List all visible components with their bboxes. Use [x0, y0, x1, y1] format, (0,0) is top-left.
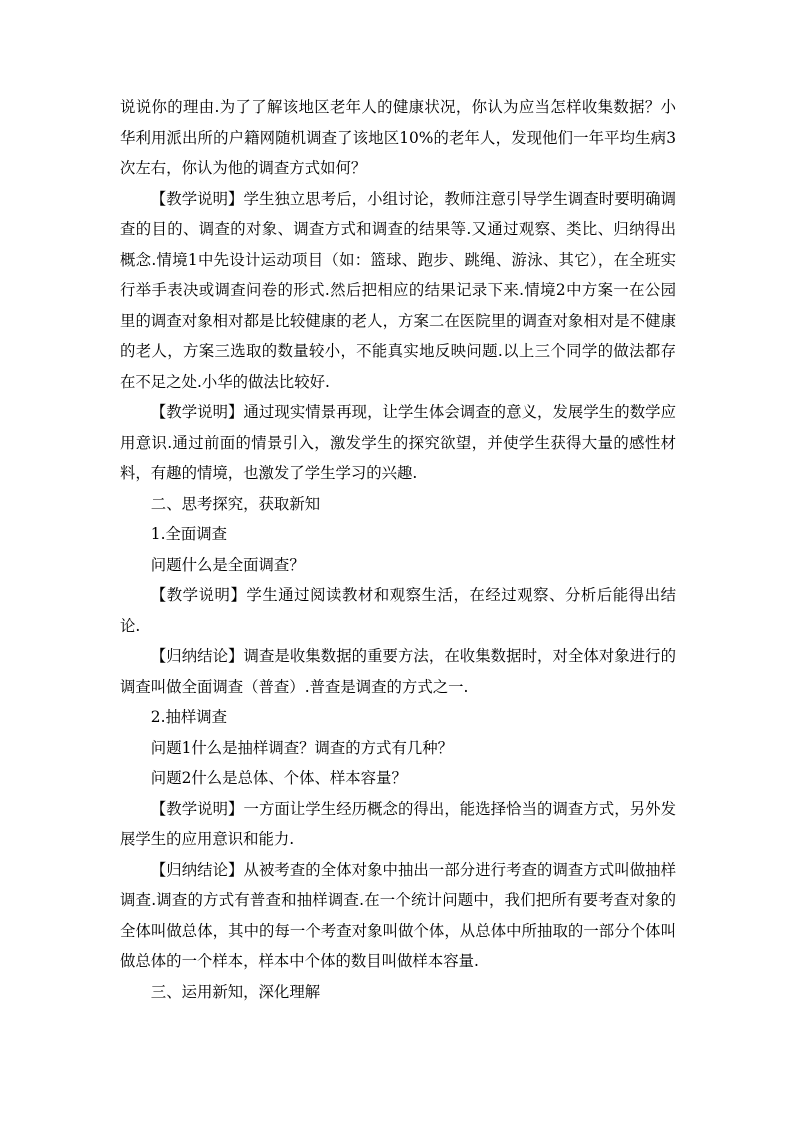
paragraph-2: [120, 184, 676, 398]
paragraph-8: [120, 641, 676, 702]
paragraph-text: 通过现实情景再现，让学生体会调查的意义，发展学生的数学应用意识.通过前面的情景引入，激发学生的探究欲望，并使学生获得大量的感性材料，有趣的情境，也激发了学生学习的兴趣.: [120, 403, 676, 482]
teaching-note-tag: 【教学说明】: [150, 586, 247, 604]
question-3: [120, 763, 676, 794]
teaching-note-tag: 【教学说明】: [150, 189, 244, 208]
section-heading-3: [120, 977, 676, 1008]
subsection-heading-1: [120, 519, 676, 550]
teaching-note-tag: 【教学说明】: [150, 403, 244, 421]
question-2: [120, 733, 676, 764]
paragraph-7: [120, 580, 676, 641]
document-page: [120, 92, 676, 1007]
conclusion-tag: 【归纳结论】: [150, 647, 244, 665]
heading-text: 三、运用新知，深化理解: [150, 982, 321, 1001]
question-text: 问题1什么是抽样调查？调查的方式有几种？: [150, 738, 454, 757]
question-1: [120, 550, 676, 581]
paragraph-text: 说说你的理由.为了了解该地区老年人的健康状况，你认为应当怎样收集数据？小华利用派出所的户籍网随机调查了该地区10%的老年人，发现他们一年平均生病3次左右，你认为他的调查方式如何？: [120, 98, 676, 177]
paragraph-1: [120, 92, 676, 184]
question-text: 问题什么是全面调查？: [150, 555, 305, 574]
paragraph-text: 从被考查的全体对象中抽出一部分进行考查的调查方式叫做抽样调查.调查的方式有普查和抽样调查.在一个统计问题中，我们把所有要考查对象的全体叫做总体，其中的每一个考查对象叫做个体，从总体中所抽取的一部分个体叫做总体的一个样本，样本中个体的数目叫做样本容量.: [120, 860, 676, 970]
heading-text: 1.全面调查: [150, 525, 228, 543]
teaching-note-tag: 【教学说明】: [150, 799, 244, 818]
heading-text: 二、思考探究，获取新知: [150, 494, 321, 513]
paragraph-3: [120, 397, 676, 489]
paragraph-13: [120, 855, 676, 977]
paragraph-12: [120, 794, 676, 855]
heading-text: 2.抽样调查: [150, 708, 228, 726]
paragraph-text: 学生通过阅读教材和观察生活，在经过观察、分析后能得出结论.: [120, 586, 676, 635]
question-text: 问题2什么是总体、个体、样本容量？: [150, 769, 407, 787]
paragraph-text: 学生独立思考后，小组讨论，教师注意引导学生调查时要明确调查的目的、调查的对象、调查方式和调查的结果等.又通过观察、类比、归纳得出概念.情境1中先设计运动项目（如：篮球、跑步、跳绳、游泳、其它），在全班实行举手表决或调查问卷的形式.然后把相应的结果记录下来.情境2中方案一在公园里的调查对象相对都是比较健康的老人，方案二在医院里的调查对象相对是不健康的老人，方案三选取的数量较小，不能真实地反映问题.以上三个同学的做法都存在不足之处.小华的做法比较好.: [120, 189, 676, 391]
paragraph-text: 调查是收集数据的重要方法，在收集数据时，对全体对象进行的调查叫做全面调查（普查）.普查是调查的方式之一.: [120, 647, 676, 696]
subsection-heading-2: [120, 702, 676, 733]
conclusion-tag: 【归纳结论】: [150, 860, 244, 879]
section-heading-2: [120, 489, 676, 520]
paragraph-text: 一方面让学生经历概念的得出，能选择恰当的调查方式，另外发展学生的应用意识和能力.: [120, 799, 676, 848]
